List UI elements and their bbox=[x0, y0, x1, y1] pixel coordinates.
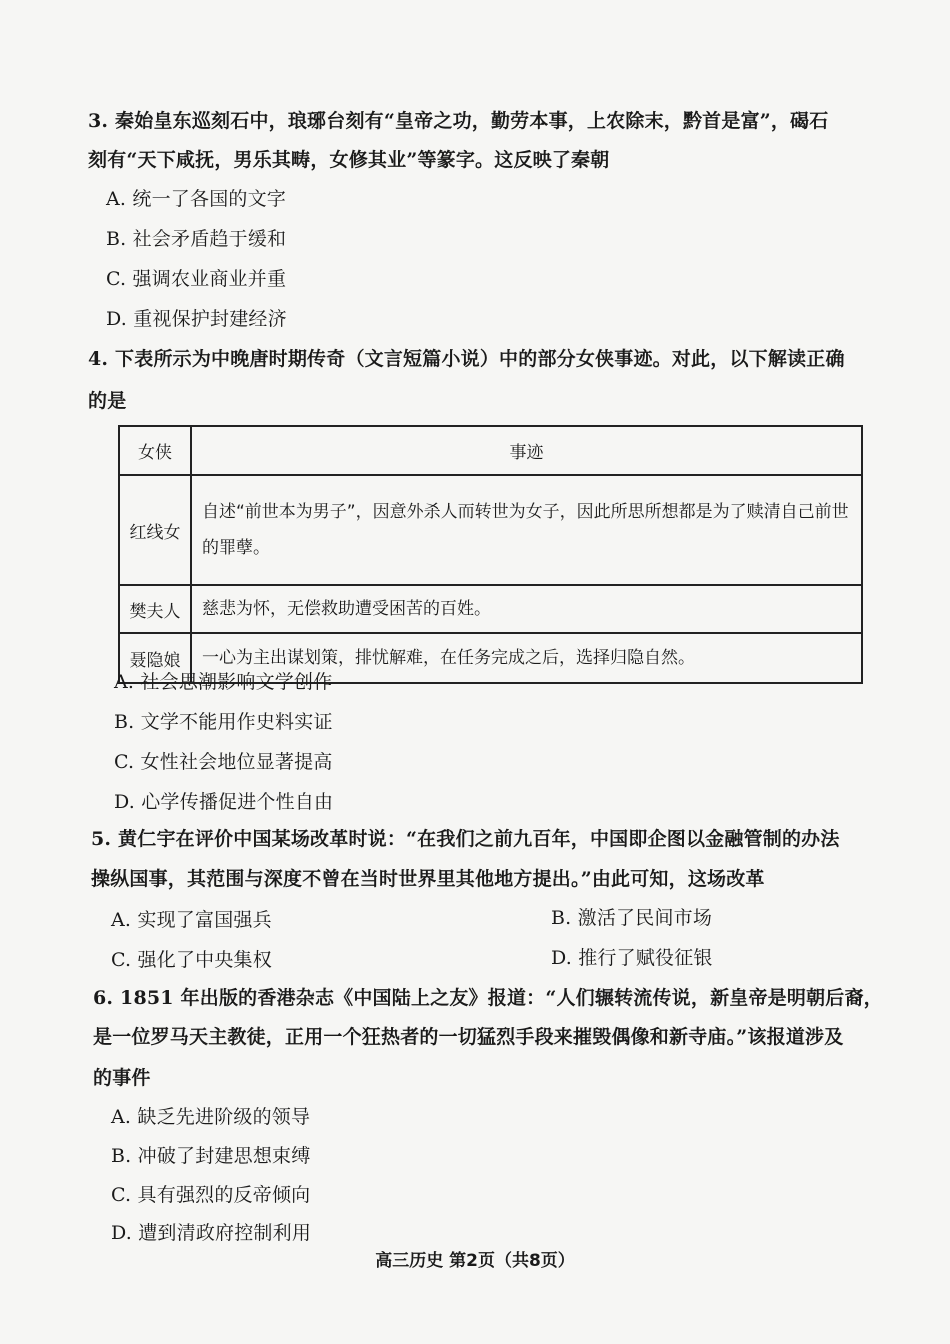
table-cell-deed: 慈悲为怀，无偿救助遭受困苦的百姓。 bbox=[191, 585, 862, 633]
q6-stem-line1: 6. 1851 年出版的香港杂志《中国陆上之友》报道：“人们辗转流传说，新皇帝是明朝后裔， bbox=[93, 987, 883, 1009]
q5-stem-line2: 操纵国事，其范围与深度不曾在当时世界里其他地方提出。”由此可知，这场改革 bbox=[91, 868, 765, 890]
q6-option-d[interactable]: D. 遭到清政府控制利用 bbox=[111, 1222, 312, 1244]
q6-stem-line3: 的事件 bbox=[93, 1067, 151, 1089]
q5-option-c[interactable]: C. 强化了中央集权 bbox=[111, 949, 272, 971]
q3-stem-line2: 刻有“天下咸抚，男乐其畴，女修其业”等篆字。这反映了秦朝 bbox=[88, 149, 610, 171]
q3-option-d[interactable]: D. 重视保护封建经济 bbox=[106, 308, 287, 330]
q3-option-b[interactable]: B. 社会矛盾趋于缓和 bbox=[106, 228, 287, 250]
table-row bbox=[119, 585, 862, 633]
q3-stem-line1: 3. 秦始皇东巡刻石中，琅琊台刻有“皇帝之功，勤劳本事，上农除末，黔首是富”，碣石 bbox=[88, 110, 829, 132]
q4-stem-line2: 的是 bbox=[88, 390, 127, 412]
table-cell-deed: 自述“前世本为男子”，因意外杀人而转世为女子，因此所思所想都是为了赎清自己前世的罪孽。 bbox=[191, 475, 862, 585]
table-header-deeds: 事迹 bbox=[191, 426, 862, 475]
q5-option-b[interactable]: B. 激活了民间市场 bbox=[551, 907, 713, 929]
q4-option-d[interactable]: D. 心学传播促进个性自由 bbox=[114, 791, 334, 813]
q6-option-a[interactable]: A. 缺乏先进阶级的领导 bbox=[111, 1106, 311, 1128]
table-header-row bbox=[119, 426, 862, 475]
table-cell-name: 樊夫人 bbox=[119, 585, 191, 633]
q4-stem-line1: 4. 下表所示为中晚唐时期传奇（文言短篇小说）中的部分女侠事迹。对此，以下解读正确 bbox=[88, 348, 845, 370]
q6-option-c[interactable]: C. 具有强烈的反帝倾向 bbox=[111, 1184, 311, 1206]
table-cell-deed: 一心为主出谋划策，排忧解难，在任务完成之后，选择归隐自然。 bbox=[191, 633, 862, 683]
q5-option-d[interactable]: D. 推行了赋役征银 bbox=[551, 947, 713, 969]
q5-stem-line1: 5. 黄仁宇在评价中国某场改革时说：“在我们之前九百年，中国即企图以金融管制的办法 bbox=[91, 828, 840, 850]
page-footer: 高三历史 第2页（共8页） bbox=[375, 1251, 575, 1271]
table-cell-name: 红线女 bbox=[119, 475, 191, 585]
table-row bbox=[119, 475, 862, 585]
q6-option-b[interactable]: B. 冲破了封建思想束缚 bbox=[111, 1145, 311, 1167]
q6-stem-line2: 是一位罗马天主教徒，正用一个狂热者的一切猛烈手段来摧毁偶像和新寺庙。”该报道涉及 bbox=[93, 1026, 844, 1048]
q3-option-c[interactable]: C. 强调农业商业并重 bbox=[106, 268, 287, 290]
q3-option-a[interactable]: A. 统一了各国的文字 bbox=[106, 188, 287, 210]
q4-option-c[interactable]: C. 女性社会地位显著提高 bbox=[114, 751, 333, 773]
table-header-heroine: 女侠 bbox=[119, 426, 191, 475]
q4-option-a[interactable]: A. 社会思潮影响文学创作 bbox=[114, 671, 333, 693]
heroine-table bbox=[118, 425, 863, 684]
table-cell-name: 聂隐娘 bbox=[119, 633, 191, 683]
q5-option-a[interactable]: A. 实现了富国强兵 bbox=[111, 909, 272, 931]
q4-option-b[interactable]: B. 文学不能用作史料实证 bbox=[114, 711, 333, 733]
